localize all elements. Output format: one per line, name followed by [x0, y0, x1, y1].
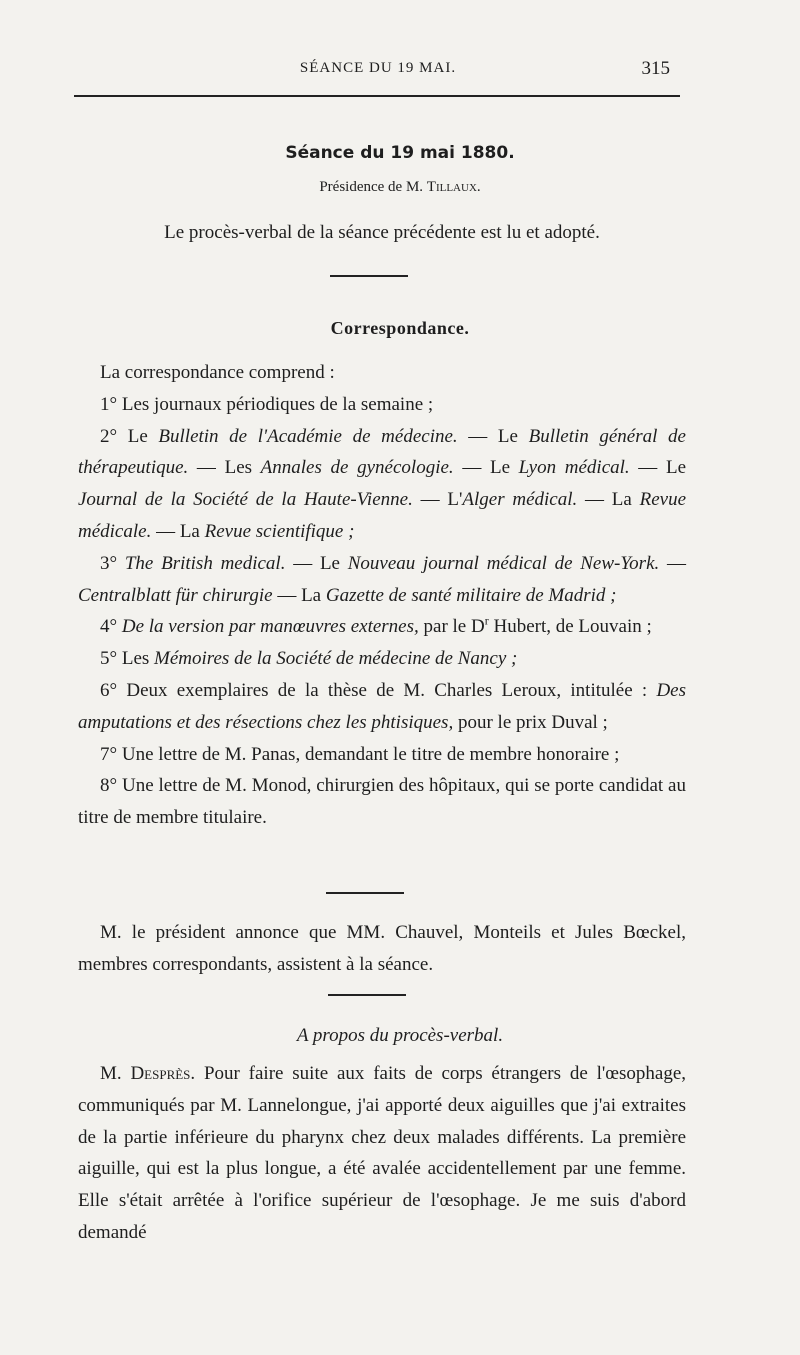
item-number: 3°: [100, 552, 118, 574]
item-number: 1°: [100, 393, 118, 415]
presidency-suffix: .: [476, 179, 481, 195]
presidency-name: Tillaux: [426, 179, 477, 195]
journal-title: Nouveau journal médical de New-York.: [347, 552, 660, 574]
list-item: [78, 643, 686, 675]
presidency-line: [0, 179, 800, 196]
item-text: — Les: [188, 457, 261, 479]
list-item: [78, 421, 686, 548]
item-text: Hubert, de Louvain ;: [488, 616, 652, 638]
list-item: [78, 548, 686, 612]
item-number: 7°: [100, 743, 118, 765]
item-text: [117, 553, 125, 574]
item-text: — Le: [453, 457, 519, 479]
item-number: 2°: [100, 425, 118, 447]
journal-title: Bulletin général de thérapeutique.: [78, 425, 686, 479]
item-number: 4°: [100, 616, 118, 638]
divider-rule-1: [330, 275, 408, 277]
item-text: — Le: [285, 552, 348, 574]
thesis-title: De la version par manœuvres externes,: [121, 616, 419, 638]
journal-title: Centralblatt für chirurgie: [78, 584, 273, 606]
item-text: par le D: [418, 616, 485, 638]
apropos-text: [78, 1058, 686, 1249]
journal-title: Bulletin de l'Académie de médecine.: [158, 425, 458, 447]
list-item: [78, 739, 686, 771]
running-title: SÉANCE DU 19 MAI.: [299, 60, 457, 76]
divider-rule-3: [328, 994, 406, 996]
session-title: Séance du 19 mai 1880.: [285, 143, 515, 163]
superscript: r: [484, 614, 489, 629]
journal-title: The British medical.: [124, 552, 286, 574]
item-text: — La: [272, 584, 326, 606]
list-item: [78, 389, 686, 421]
journal-title: Gazette de santé militaire de Madrid ;: [325, 584, 617, 606]
item-number: 5°: [100, 648, 118, 670]
item-text: — L': [412, 489, 463, 511]
item-number: 6°: [100, 679, 118, 701]
item-text: Les: [117, 648, 155, 670]
correspondence-list: [78, 357, 686, 834]
apropos-body: Pour faire suite aux faits de corps étrangers de l'œsophage, communiqués par M. Lannelongue, j'ai apporté deux aiguilles que j'ai extraites de la partie inférieure du pharynx chez deux malades différents. La première aiguille, qui est la plus longue, a été avalée accidentellement par une femme. Elle s'était arrêtée à l'orifice supérieur de l'œsophage. Je me suis d'abord demandé: [78, 1063, 687, 1243]
minutes-paragraph: [78, 217, 686, 249]
thesis-title: Des amputations et des résections chez les phtisiques,: [78, 679, 686, 733]
item-text: — La: [151, 520, 205, 542]
list-item: [78, 770, 686, 834]
page-header: [78, 60, 678, 86]
item-text: — Le: [629, 457, 686, 479]
journal-title: Alger médical.: [462, 489, 578, 511]
list-item: [78, 675, 686, 739]
item-text: Deux exemplaires de la thèse de M. Charles Leroux, intitulée :: [117, 679, 657, 701]
speaker-name: M. Desprès.: [100, 1063, 196, 1084]
item-text: Le: [117, 425, 159, 447]
announcement-text: M. le président annonce que MM. Chauvel, Monteils et Jules Bœckel, membres correspondants, assistent à la séance.: [78, 922, 686, 975]
item-text: Une lettre de M. Monod, chirurgien des hôpitaux, qui se porte candidat au titre de membre titulaire.: [78, 775, 686, 829]
item-text: pour le prix Duval ;: [453, 711, 608, 733]
item-text: — La: [577, 489, 640, 511]
page-number: 315: [641, 58, 670, 79]
divider-rule-2: [326, 892, 404, 894]
correspondence-heading: Correspondance.: [330, 318, 470, 338]
journal-title: Annales de gynécologie.: [260, 457, 454, 479]
item-text: Une lettre de M. Panas, demandant le titre de membre honoraire ;: [117, 743, 620, 765]
announcement-paragraph: [78, 917, 686, 981]
journal-title: Mémoires de la Société de médecine de Nancy ;: [154, 648, 518, 670]
journal-title: Lyon médical.: [518, 457, 630, 479]
item-number: 8°: [100, 775, 118, 797]
minutes-text: Le procès-verbal de la séance précédente est lu et adopté.: [164, 222, 600, 243]
presidency-prefix: Présidence de M.: [319, 179, 427, 195]
journal-title: Revue médicale.: [78, 489, 687, 542]
apropos-heading: A propos du procès-verbal.: [296, 1025, 504, 1046]
item-text: Les journaux périodiques de la semaine ;: [117, 393, 434, 415]
correspondence-intro: La correspondance comprend :: [100, 362, 335, 383]
journal-title: Revue scientifique ;: [204, 520, 355, 542]
item-text: —: [659, 552, 687, 574]
list-item: [78, 611, 686, 643]
header-rule: [74, 95, 680, 97]
item-text: — Le: [457, 425, 529, 447]
journal-title: Journal de la Société de la Haute-Vienne.: [78, 489, 413, 511]
apropos-paragraph: [78, 1058, 686, 1249]
